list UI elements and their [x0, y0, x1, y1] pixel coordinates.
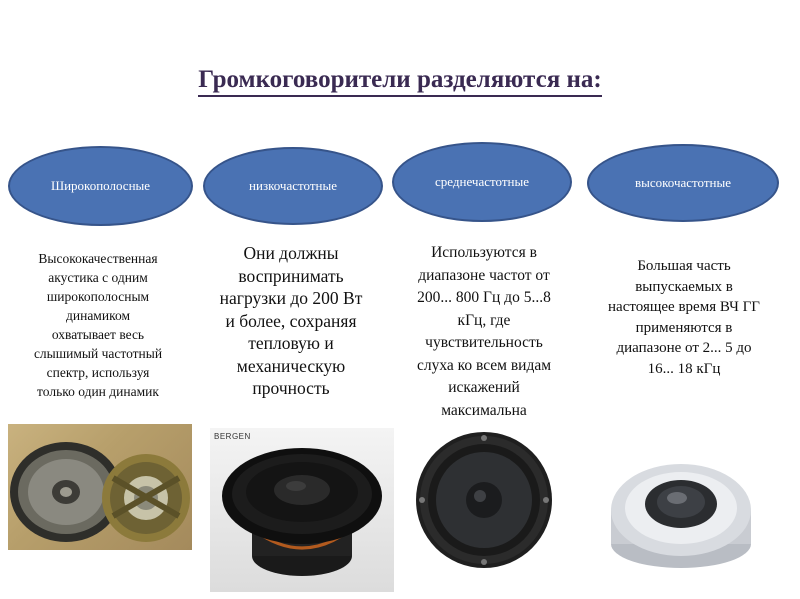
- category-mid-frequency: [392, 142, 572, 222]
- category-high-frequency-label: высокочастотные: [634, 175, 732, 190]
- high-frequency-description: Большая часть выпускаемых в настоящее время ВЧ ГГ применяются в диапазоне от 2... 5 до 16... 18 кГц: [608, 258, 760, 377]
- wideband-description: Высококачественная акустика с одним широкополосным динамиком охватывает весь слышимый частотный спектр, используя только один динамик: [33, 251, 163, 399]
- category-wideband-label: Широкополосные: [50, 178, 151, 193]
- category-wideband: [8, 146, 193, 226]
- category-low-frequency-label: низкочастотные: [249, 178, 337, 193]
- category-high-frequency: [587, 144, 779, 222]
- high-frequency-speaker-photo: [596, 448, 766, 584]
- slide-title: [0, 66, 800, 97]
- low-frequency-description: Они должны воспринимать нагрузки до 200 Вт и более, сохраняя тепловую и механическую прочность: [219, 243, 363, 398]
- wideband-speakers-photo: [8, 424, 192, 550]
- brand-label: BERGEN: [214, 432, 251, 441]
- slide-title-text: Громкоговорители разделяются на:: [198, 66, 601, 97]
- mid-frequency-speaker-photo: [410, 430, 558, 576]
- category-mid-frequency-label: среднечастотные: [435, 174, 529, 189]
- low-frequency-speaker-photo: [210, 428, 394, 592]
- category-low-frequency: [203, 147, 383, 225]
- mid-frequency-description: Используются в диапазоне частот от 200... 800 Гц до 5...8 кГц, где чувствительность слуха ко всем видам искажений максимальна: [416, 244, 552, 419]
